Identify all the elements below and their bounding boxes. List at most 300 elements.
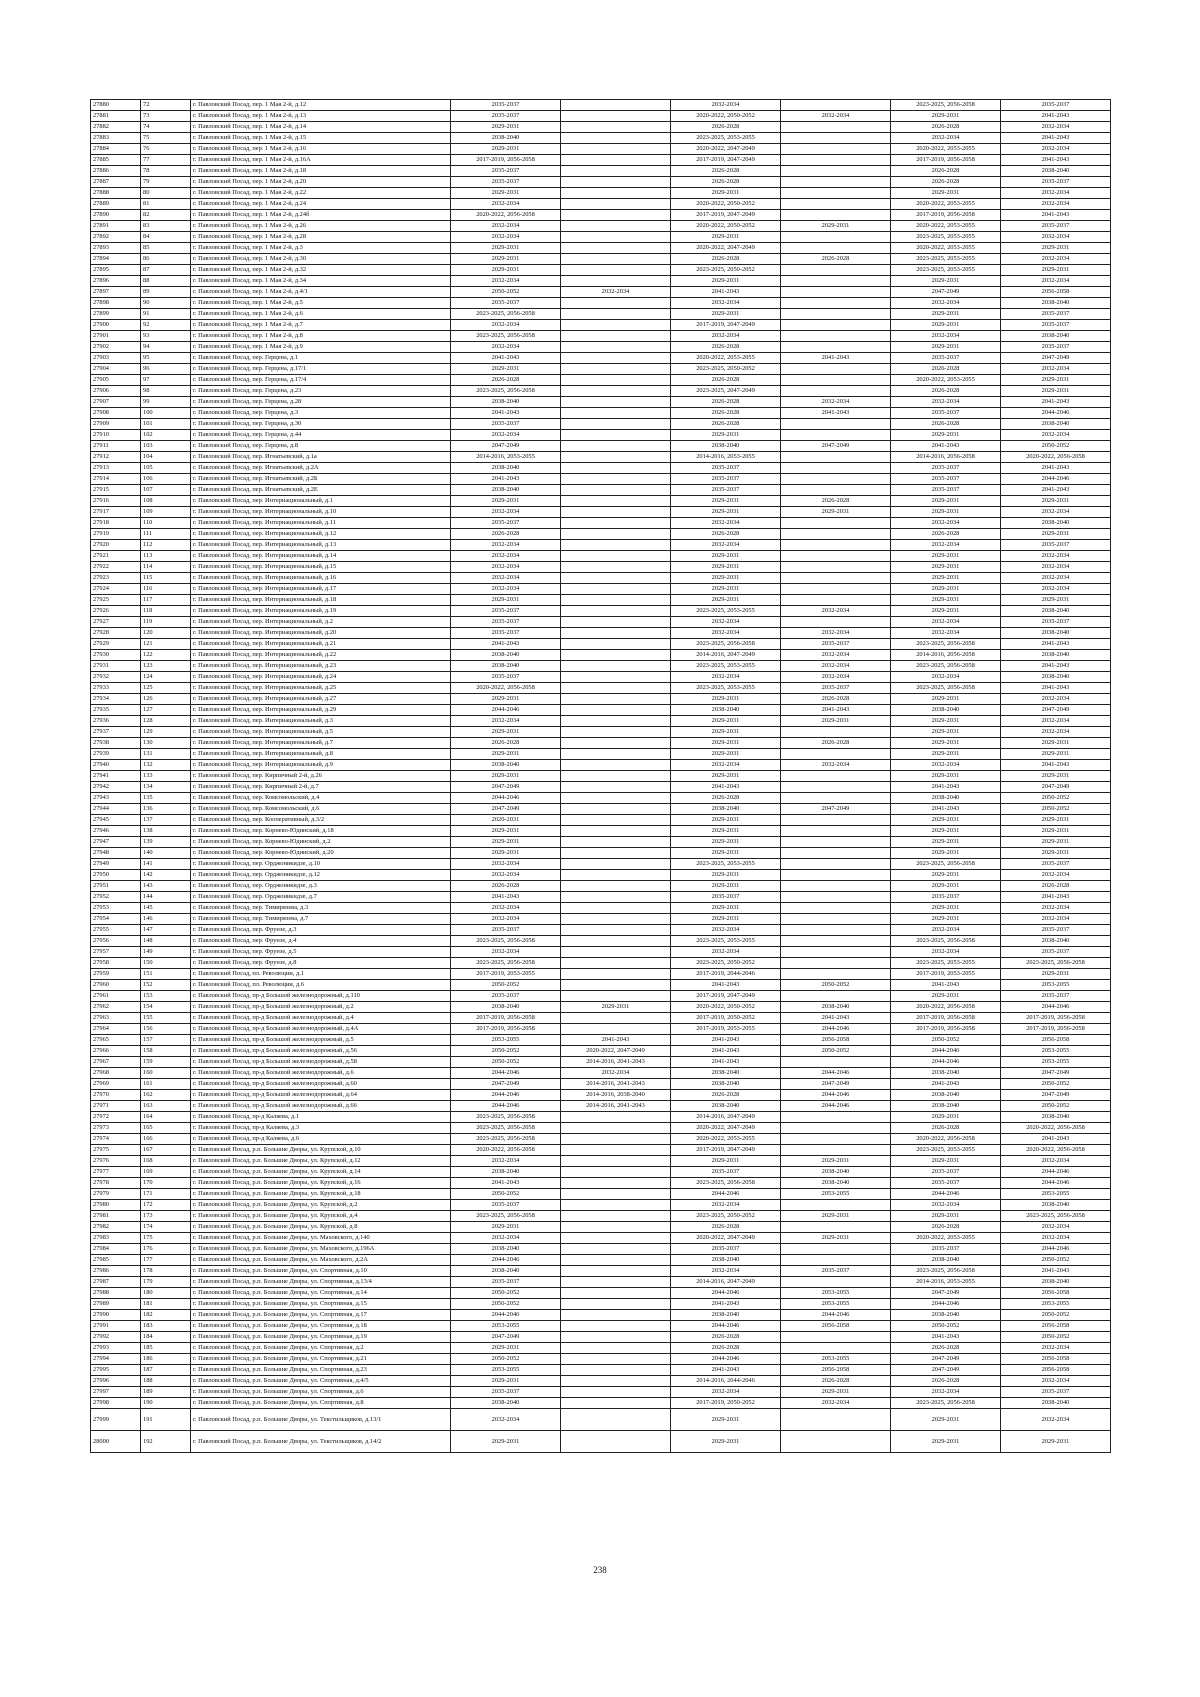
table-row bbox=[91, 331, 1111, 342]
cell-period-4 bbox=[781, 848, 891, 859]
cell-record-id: 27963 bbox=[91, 1013, 141, 1024]
cell-row-number: 112 bbox=[141, 540, 191, 551]
cell-record-id: 27990 bbox=[91, 1310, 141, 1321]
cell-period-4: 2026-2028 bbox=[781, 496, 891, 507]
cell-period-3: 2026-2028 bbox=[671, 1343, 781, 1354]
cell-period-4: 2032-2034 bbox=[781, 650, 891, 661]
cell-address: г. Павловский Посад, пр-д Большой железнодорожный, д.110 bbox=[191, 991, 451, 1002]
cell-period-5: 2044-2046 bbox=[891, 1299, 1001, 1310]
cell-record-id: 27991 bbox=[91, 1321, 141, 1332]
cell-row-number: 109 bbox=[141, 507, 191, 518]
cell-period-1: 2044-2046 bbox=[451, 1310, 561, 1321]
cell-address: г. Павловский Посад, пр-д Большой железнодорожный, д.2 bbox=[191, 1002, 451, 1013]
cell-period-3: 2032-2034 bbox=[671, 518, 781, 529]
cell-period-2 bbox=[561, 1431, 671, 1453]
cell-period-6: 2032-2034 bbox=[1001, 188, 1111, 199]
cell-row-number: 118 bbox=[141, 606, 191, 617]
cell-period-6: 2017-2019, 2056-2058 bbox=[1001, 1013, 1111, 1024]
cell-row-number: 153 bbox=[141, 991, 191, 1002]
cell-address: г. Павловский Посад, пер. Фрунзе, д.4 bbox=[191, 936, 451, 947]
cell-address: г. Павловский Посад, р.п. Большие Дворы, ул. Крупской, д.18 bbox=[191, 1189, 451, 1200]
cell-record-id: 27970 bbox=[91, 1090, 141, 1101]
cell-period-4: 2053-2055 bbox=[781, 1189, 891, 1200]
table-row bbox=[91, 133, 1111, 144]
cell-period-1: 2023-2025, 2056-2058 bbox=[451, 331, 561, 342]
cell-period-2 bbox=[561, 265, 671, 276]
cell-period-6: 2041-2043 bbox=[1001, 133, 1111, 144]
table-row bbox=[91, 595, 1111, 606]
cell-period-4 bbox=[781, 298, 891, 309]
cell-period-6: 2032-2034 bbox=[1001, 914, 1111, 925]
cell-period-1: 2029-2031 bbox=[451, 694, 561, 705]
table-row bbox=[91, 1299, 1111, 1310]
table-row bbox=[91, 650, 1111, 661]
cell-address: г. Павловский Посад, р.п. Большие Дворы, ул. Спортивная, д.19 bbox=[191, 1332, 451, 1343]
cell-period-2 bbox=[561, 155, 671, 166]
cell-record-id: 27952 bbox=[91, 892, 141, 903]
cell-period-4 bbox=[781, 177, 891, 188]
cell-period-2 bbox=[561, 430, 671, 441]
cell-period-2 bbox=[561, 441, 671, 452]
cell-period-1: 2035-2037 bbox=[451, 617, 561, 628]
cell-period-3: 2023-2025, 2053-2055 bbox=[671, 133, 781, 144]
cell-period-1: 2038-2040 bbox=[451, 463, 561, 474]
cell-record-id: 27959 bbox=[91, 969, 141, 980]
cell-row-number: 145 bbox=[141, 903, 191, 914]
cell-row-number: 120 bbox=[141, 628, 191, 639]
cell-period-1: 2029-2031 bbox=[451, 1376, 561, 1387]
cell-period-4 bbox=[781, 155, 891, 166]
cell-period-4 bbox=[781, 1244, 891, 1255]
cell-period-6: 2044-2046 bbox=[1001, 1002, 1111, 1013]
cell-address: г. Павловский Посад, пер. Интернациональный, д.12 bbox=[191, 529, 451, 540]
cell-row-number: 146 bbox=[141, 914, 191, 925]
cell-period-5: 2023-2025, 2053-2055 bbox=[891, 1145, 1001, 1156]
cell-period-6: 2041-2043 bbox=[1001, 397, 1111, 408]
table-row bbox=[91, 1222, 1111, 1233]
table-row bbox=[91, 540, 1111, 551]
cell-row-number: 82 bbox=[141, 210, 191, 221]
cell-period-6: 2056-2058 bbox=[1001, 1035, 1111, 1046]
cell-period-3: 2029-2031 bbox=[671, 232, 781, 243]
cell-row-number: 77 bbox=[141, 155, 191, 166]
cell-period-1: 2047-2049 bbox=[451, 1332, 561, 1343]
cell-row-number: 102 bbox=[141, 430, 191, 441]
cell-address: г. Павловский Посад, пер. Фрунзе, д.3 bbox=[191, 925, 451, 936]
cell-address: г. Павловский Посад, пер. Орджоникидзе, д.3 bbox=[191, 881, 451, 892]
cell-period-5: 2032-2034 bbox=[891, 518, 1001, 529]
cell-row-number: 144 bbox=[141, 892, 191, 903]
table-row bbox=[91, 1123, 1111, 1134]
cell-period-4: 2029-2031 bbox=[781, 1387, 891, 1398]
cell-period-3: 2023-2025, 2056-2058 bbox=[671, 639, 781, 650]
cell-period-5: 2026-2028 bbox=[891, 529, 1001, 540]
table-row bbox=[91, 430, 1111, 441]
cell-row-number: 73 bbox=[141, 111, 191, 122]
cell-period-6: 2047-2049 bbox=[1001, 1068, 1111, 1079]
cell-record-id: 27949 bbox=[91, 859, 141, 870]
cell-period-1: 2029-2031 bbox=[451, 243, 561, 254]
cell-period-4: 2029-2031 bbox=[781, 1156, 891, 1167]
table-row bbox=[91, 672, 1111, 683]
cell-row-number: 83 bbox=[141, 221, 191, 232]
cell-period-4: 2035-2037 bbox=[781, 1266, 891, 1277]
cell-period-2 bbox=[561, 474, 671, 485]
cell-period-4 bbox=[781, 749, 891, 760]
cell-period-6: 2029-2031 bbox=[1001, 496, 1111, 507]
cell-period-2 bbox=[561, 221, 671, 232]
cell-period-2 bbox=[561, 947, 671, 958]
cell-period-5: 2035-2037 bbox=[891, 408, 1001, 419]
cell-row-number: 155 bbox=[141, 1013, 191, 1024]
cell-address: г. Павловский Посад, пер. Интернациональный, д.5 bbox=[191, 727, 451, 738]
cell-period-2 bbox=[561, 496, 671, 507]
cell-period-5: 2029-2031 bbox=[891, 914, 1001, 925]
cell-period-6: 2029-2031 bbox=[1001, 595, 1111, 606]
cell-period-6: 2029-2031 bbox=[1001, 815, 1111, 826]
cell-period-3: 2026-2028 bbox=[671, 122, 781, 133]
cell-period-6: 2038-2040 bbox=[1001, 1200, 1111, 1211]
cell-address: г. Павловский Посад, пер. 1 Мая 2-й, д.32 bbox=[191, 265, 451, 276]
cell-period-3: 2023-2025, 2053-2055 bbox=[671, 661, 781, 672]
cell-period-1: 2038-2040 bbox=[451, 485, 561, 496]
cell-period-6: 2029-2031 bbox=[1001, 848, 1111, 859]
table-row bbox=[91, 166, 1111, 177]
table-row bbox=[91, 562, 1111, 573]
cell-period-3: 2029-2031 bbox=[671, 551, 781, 562]
cell-address: г. Павловский Посад, пер. Интернациональный, д.29 bbox=[191, 705, 451, 716]
cell-period-4: 2050-2052 bbox=[781, 980, 891, 991]
cell-period-6: 2029-2031 bbox=[1001, 386, 1111, 397]
cell-record-id: 27915 bbox=[91, 485, 141, 496]
cell-period-6: 2038-2040 bbox=[1001, 936, 1111, 947]
cell-period-6: 2017-2019, 2056-2058 bbox=[1001, 1024, 1111, 1035]
cell-row-number: 182 bbox=[141, 1310, 191, 1321]
cell-period-4: 2044-2046 bbox=[781, 1068, 891, 1079]
cell-period-1: 2032-2034 bbox=[451, 232, 561, 243]
cell-period-6: 2041-2043 bbox=[1001, 1266, 1111, 1277]
cell-address: г. Павловский Посад, пер. 1 Мая 2-й, д.3 bbox=[191, 243, 451, 254]
cell-period-3: 2029-2031 bbox=[671, 837, 781, 848]
cell-period-3: 2029-2031 bbox=[671, 914, 781, 925]
cell-period-5: 2029-2031 bbox=[891, 771, 1001, 782]
cell-period-1: 2029-2031 bbox=[451, 826, 561, 837]
table-row bbox=[91, 1079, 1111, 1090]
cell-address: г. Павловский Посад, пер. 1 Мая 2-й, д.8 bbox=[191, 331, 451, 342]
cell-address: г. Павловский Посад, р.п. Большие Дворы, ул. Спортивная, д.17 bbox=[191, 1310, 451, 1321]
cell-record-id: 27883 bbox=[91, 133, 141, 144]
cell-period-3: 2017-2019, 2047-2049 bbox=[671, 1145, 781, 1156]
cell-period-4: 2038-2040 bbox=[781, 1167, 891, 1178]
cell-period-2 bbox=[561, 1222, 671, 1233]
cell-period-5: 2032-2034 bbox=[891, 1200, 1001, 1211]
cell-period-6: 2035-2037 bbox=[1001, 925, 1111, 936]
cell-period-3: 2041-2043 bbox=[671, 782, 781, 793]
cell-period-4 bbox=[781, 859, 891, 870]
cell-row-number: 165 bbox=[141, 1123, 191, 1134]
cell-period-4: 2032-2034 bbox=[781, 606, 891, 617]
cell-period-6: 2044-2046 bbox=[1001, 474, 1111, 485]
cell-row-number: 183 bbox=[141, 1321, 191, 1332]
cell-row-number: 79 bbox=[141, 177, 191, 188]
cell-record-id: 27961 bbox=[91, 991, 141, 1002]
cell-record-id: 27916 bbox=[91, 496, 141, 507]
cell-address: г. Павловский Посад, пер. Герцена, д.17/1 bbox=[191, 364, 451, 375]
cell-period-1: 2035-2037 bbox=[451, 672, 561, 683]
cell-period-5: 2029-2031 bbox=[891, 309, 1001, 320]
cell-address: г. Павловский Посад, пер. Комсомольский, д.6 bbox=[191, 804, 451, 815]
cell-address: г. Павловский Посад, пер. Кирпичный 2-й, д.7 bbox=[191, 782, 451, 793]
cell-period-4 bbox=[781, 947, 891, 958]
cell-address: г. Павловский Посад, пер. Интернациональный, д.24 bbox=[191, 672, 451, 683]
cell-period-2 bbox=[561, 111, 671, 122]
cell-period-2 bbox=[561, 650, 671, 661]
cell-period-6: 2041-2043 bbox=[1001, 892, 1111, 903]
cell-period-4: 2026-2028 bbox=[781, 694, 891, 705]
cell-address: г. Павловский Посад, р.п. Большие Дворы, ул. Спортивная, д.23 bbox=[191, 1365, 451, 1376]
cell-period-3: 2020-2022, 2050-2052 bbox=[671, 199, 781, 210]
cell-period-5: 2029-2031 bbox=[891, 1409, 1001, 1431]
cell-period-2 bbox=[561, 232, 671, 243]
cell-period-5: 2029-2031 bbox=[891, 870, 1001, 881]
cell-address: г. Павловский Посад, пер. Интернациональный, д.8 bbox=[191, 749, 451, 760]
cell-period-1: 2023-2025, 2056-2058 bbox=[451, 1211, 561, 1222]
cell-period-3: 2032-2034 bbox=[671, 1266, 781, 1277]
cell-period-1: 2032-2034 bbox=[451, 199, 561, 210]
cell-period-1: 2038-2040 bbox=[451, 1266, 561, 1277]
cell-period-4: 2026-2028 bbox=[781, 738, 891, 749]
table-row bbox=[91, 364, 1111, 375]
cell-period-4 bbox=[781, 595, 891, 606]
cell-row-number: 160 bbox=[141, 1068, 191, 1079]
cell-period-5: 2050-2052 bbox=[891, 1321, 1001, 1332]
cell-address: г. Павловский Посад, пер. 1 Мая 2-й, д.7 bbox=[191, 320, 451, 331]
cell-period-5: 2035-2037 bbox=[891, 1167, 1001, 1178]
cell-period-2 bbox=[561, 573, 671, 584]
table-row bbox=[91, 749, 1111, 760]
cell-period-5: 2020-2022, 2053-2055 bbox=[891, 144, 1001, 155]
table-row bbox=[91, 1288, 1111, 1299]
cell-row-number: 108 bbox=[141, 496, 191, 507]
cell-row-number: 107 bbox=[141, 485, 191, 496]
cell-period-2 bbox=[561, 1398, 671, 1409]
cell-period-1: 2026-2028 bbox=[451, 529, 561, 540]
cell-address: г. Павловский Посад, пер. Интернациональный, д.25 bbox=[191, 683, 451, 694]
cell-period-3: 2020-2022, 2047-2049 bbox=[671, 144, 781, 155]
table-row bbox=[91, 1068, 1111, 1079]
cell-row-number: 156 bbox=[141, 1024, 191, 1035]
cell-period-2 bbox=[561, 1376, 671, 1387]
cell-period-2 bbox=[561, 320, 671, 331]
cell-period-2 bbox=[561, 243, 671, 254]
cell-row-number: 134 bbox=[141, 782, 191, 793]
table-row bbox=[91, 573, 1111, 584]
cell-period-2 bbox=[561, 870, 671, 881]
cell-period-2 bbox=[561, 452, 671, 463]
cell-record-id: 27968 bbox=[91, 1068, 141, 1079]
cell-period-5: 2041-2043 bbox=[891, 804, 1001, 815]
table-row bbox=[91, 1189, 1111, 1200]
cell-period-1: 2035-2037 bbox=[451, 177, 561, 188]
cell-period-3: 2038-2040 bbox=[671, 1079, 781, 1090]
cell-period-3: 2026-2028 bbox=[671, 1090, 781, 1101]
cell-period-5: 2020-2022, 2056-2058 bbox=[891, 1134, 1001, 1145]
cell-period-2 bbox=[561, 485, 671, 496]
cell-address: г. Павловский Посад, р.п. Большие Дворы, ул. Спортивная, д.8 bbox=[191, 1398, 451, 1409]
cell-record-id: 27893 bbox=[91, 243, 141, 254]
cell-period-2 bbox=[561, 1266, 671, 1277]
cell-period-3: 2020-2022, 2047-2049 bbox=[671, 1123, 781, 1134]
cell-address: г. Павловский Посад, пр-д Большой железнодорожный, д.64 bbox=[191, 1090, 451, 1101]
cell-row-number: 154 bbox=[141, 1002, 191, 1013]
cell-address: г. Павловский Посад, пер. 1 Мая 2-й, д.24б bbox=[191, 210, 451, 221]
cell-period-1: 2032-2034 bbox=[451, 870, 561, 881]
cell-record-id: 27996 bbox=[91, 1376, 141, 1387]
cell-period-1: 2029-2031 bbox=[451, 144, 561, 155]
cell-period-2 bbox=[561, 199, 671, 210]
table-row bbox=[91, 848, 1111, 859]
cell-period-4: 2029-2031 bbox=[781, 716, 891, 727]
cell-row-number: 89 bbox=[141, 287, 191, 298]
table-row bbox=[91, 1365, 1111, 1376]
cell-period-3: 2044-2046 bbox=[671, 1321, 781, 1332]
cell-row-number: 114 bbox=[141, 562, 191, 573]
cell-period-3: 2038-2040 bbox=[671, 705, 781, 716]
cell-period-6: 2044-2046 bbox=[1001, 1244, 1111, 1255]
cell-record-id: 27938 bbox=[91, 738, 141, 749]
cell-period-6: 2050-2052 bbox=[1001, 1310, 1111, 1321]
table-row bbox=[91, 1277, 1111, 1288]
cell-period-1: 2035-2037 bbox=[451, 166, 561, 177]
cell-address: г. Павловский Посад, пер. Интернациональный, д.19 bbox=[191, 606, 451, 617]
table-row bbox=[91, 254, 1111, 265]
cell-period-3: 2029-2031 bbox=[671, 870, 781, 881]
cell-period-2 bbox=[561, 826, 671, 837]
cell-period-3: 2041-2043 bbox=[671, 1057, 781, 1068]
cell-period-6: 2023-2025, 2056-2058 bbox=[1001, 1211, 1111, 1222]
cell-period-5: 2020-2022, 2053-2055 bbox=[891, 375, 1001, 386]
cell-period-6: 2032-2034 bbox=[1001, 507, 1111, 518]
cell-period-4: 2041-2043 bbox=[781, 1013, 891, 1024]
cell-record-id: 27924 bbox=[91, 584, 141, 595]
cell-period-4 bbox=[781, 100, 891, 111]
cell-period-6: 2032-2034 bbox=[1001, 551, 1111, 562]
cell-period-4: 2029-2031 bbox=[781, 507, 891, 518]
table-row bbox=[91, 859, 1111, 870]
cell-period-5: 2017-2019, 2056-2058 bbox=[891, 1024, 1001, 1035]
cell-record-id: 27946 bbox=[91, 826, 141, 837]
cell-address: г. Павловский Посад, р.п. Большие Дворы, ул. Крупской, д.2 bbox=[191, 1200, 451, 1211]
cell-period-6: 2035-2037 bbox=[1001, 1387, 1111, 1398]
cell-row-number: 148 bbox=[141, 936, 191, 947]
cell-period-4 bbox=[781, 485, 891, 496]
cell-address: г. Павловский Посад, р.п. Большие Дворы, ул. Маховского, д.2А bbox=[191, 1255, 451, 1266]
cell-period-6: 2029-2031 bbox=[1001, 529, 1111, 540]
cell-period-6: 2023-2025, 2056-2058 bbox=[1001, 958, 1111, 969]
cell-period-1: 2041-2043 bbox=[451, 353, 561, 364]
cell-row-number: 132 bbox=[141, 760, 191, 771]
cell-period-5: 2041-2043 bbox=[891, 782, 1001, 793]
cell-period-5: 2035-2037 bbox=[891, 463, 1001, 474]
cell-period-4: 2044-2046 bbox=[781, 1090, 891, 1101]
cell-period-4 bbox=[781, 903, 891, 914]
table-row bbox=[91, 870, 1111, 881]
cell-period-3: 2032-2034 bbox=[671, 947, 781, 958]
table-row bbox=[91, 793, 1111, 804]
table-row bbox=[91, 782, 1111, 793]
cell-record-id: 27933 bbox=[91, 683, 141, 694]
cell-period-3: 2035-2037 bbox=[671, 1167, 781, 1178]
cell-period-2 bbox=[561, 1365, 671, 1376]
cell-period-5: 2023-2025, 2053-2055 bbox=[891, 958, 1001, 969]
cell-period-4 bbox=[781, 870, 891, 881]
cell-period-6: 2029-2031 bbox=[1001, 771, 1111, 782]
cell-row-number: 121 bbox=[141, 639, 191, 650]
cell-row-number: 96 bbox=[141, 364, 191, 375]
cell-period-6: 2056-2058 bbox=[1001, 287, 1111, 298]
cell-period-6: 2035-2037 bbox=[1001, 309, 1111, 320]
cell-period-2 bbox=[561, 639, 671, 650]
cell-period-5: 2029-2031 bbox=[891, 562, 1001, 573]
cell-period-6: 2041-2043 bbox=[1001, 639, 1111, 650]
cell-address: г. Павловский Посад, р.п. Большие Дворы, ул. Крупской, д.16 bbox=[191, 1178, 451, 1189]
cell-record-id: 27969 bbox=[91, 1079, 141, 1090]
cell-record-id: 27902 bbox=[91, 342, 141, 353]
cell-record-id: 27926 bbox=[91, 606, 141, 617]
cell-period-2 bbox=[561, 727, 671, 738]
table-row bbox=[91, 287, 1111, 298]
cell-address: г. Павловский Посад, пр-д Большой железнодорожный, д.5 bbox=[191, 1035, 451, 1046]
cell-period-3: 2017-2019, 2047-2049 bbox=[671, 155, 781, 166]
cell-period-2 bbox=[561, 672, 671, 683]
cell-period-5: 2029-2031 bbox=[891, 815, 1001, 826]
cell-period-4 bbox=[781, 331, 891, 342]
cell-row-number: 122 bbox=[141, 650, 191, 661]
cell-period-3: 2026-2028 bbox=[671, 342, 781, 353]
cell-period-6: 2041-2043 bbox=[1001, 1134, 1111, 1145]
cell-address: г. Павловский Посад, р.п. Большие Дворы, ул. Текстильщиков, д.14/2 bbox=[191, 1431, 451, 1453]
cell-row-number: 177 bbox=[141, 1255, 191, 1266]
cell-period-3: 2029-2031 bbox=[671, 826, 781, 837]
cell-row-number: 111 bbox=[141, 529, 191, 540]
cell-address: г. Павловский Посад, пер. Игнатьевский, д.1а bbox=[191, 452, 451, 463]
cell-record-id: 27905 bbox=[91, 375, 141, 386]
cell-row-number: 166 bbox=[141, 1134, 191, 1145]
cell-record-id: 27925 bbox=[91, 595, 141, 606]
cell-period-6: 2032-2034 bbox=[1001, 276, 1111, 287]
cell-period-2 bbox=[561, 1299, 671, 1310]
cell-period-1: 2017-2019, 2056-2058 bbox=[451, 155, 561, 166]
cell-record-id: 27943 bbox=[91, 793, 141, 804]
cell-period-4 bbox=[781, 265, 891, 276]
cell-period-6: 2032-2034 bbox=[1001, 1409, 1111, 1431]
cell-address: г. Павловский Посад, пер. 1 Мая 2-й, д.22 bbox=[191, 188, 451, 199]
cell-period-4: 2044-2046 bbox=[781, 1310, 891, 1321]
cell-record-id: 27910 bbox=[91, 430, 141, 441]
cell-period-1: 2035-2037 bbox=[451, 991, 561, 1002]
cell-row-number: 187 bbox=[141, 1365, 191, 1376]
cell-period-3: 2026-2028 bbox=[671, 397, 781, 408]
cell-record-id: 27982 bbox=[91, 1222, 141, 1233]
cell-period-5: 2029-2031 bbox=[891, 991, 1001, 1002]
cell-address: г. Павловский Посад, пр-д Большой железнодорожный, д.58 bbox=[191, 1057, 451, 1068]
cell-period-2 bbox=[561, 342, 671, 353]
table-row bbox=[91, 1134, 1111, 1145]
cell-period-3: 2020-2022, 2050-2052 bbox=[671, 1002, 781, 1013]
cell-period-4 bbox=[781, 826, 891, 837]
cell-record-id: 27894 bbox=[91, 254, 141, 265]
cell-record-id: 27960 bbox=[91, 980, 141, 991]
